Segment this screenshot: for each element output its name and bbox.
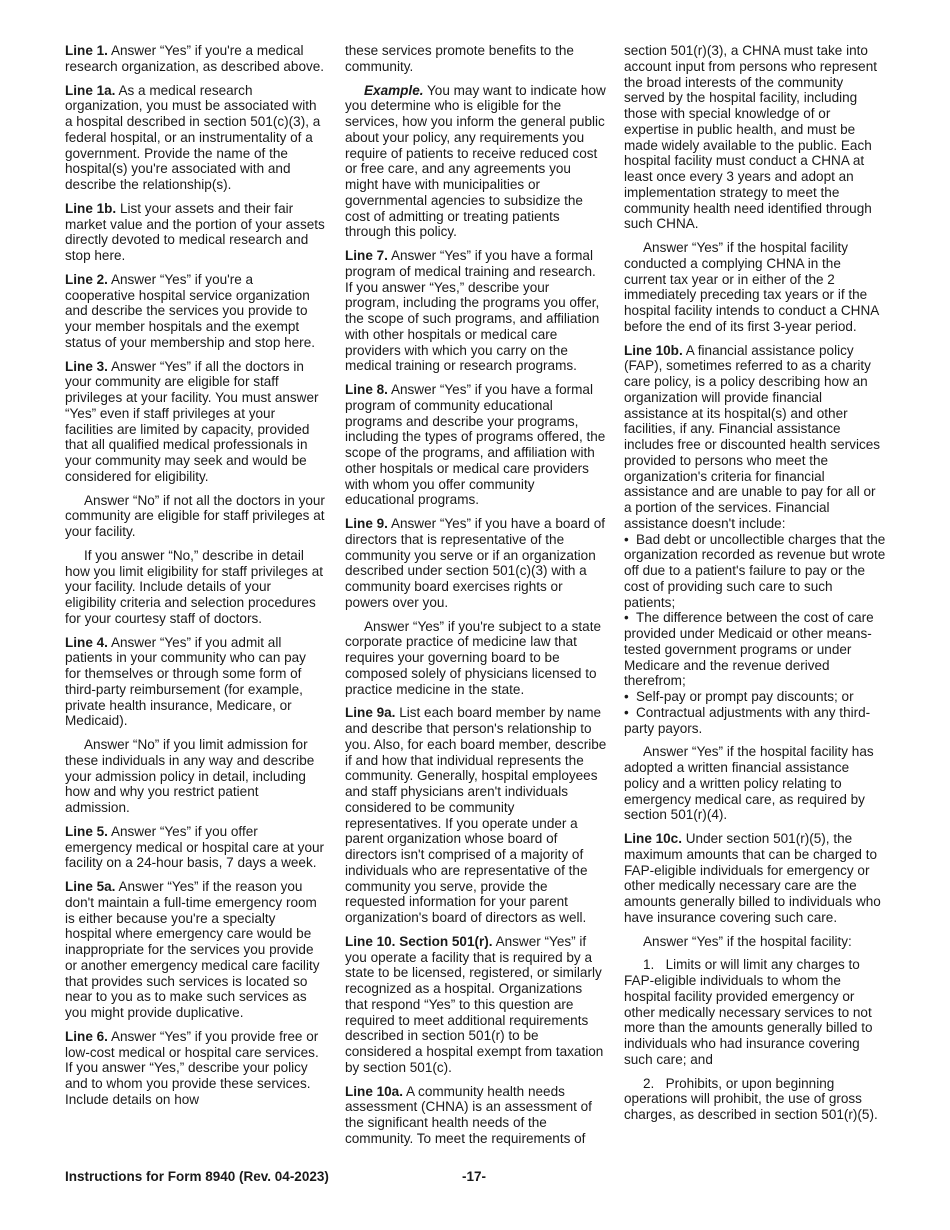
paragraph-line-10b-yes: Answer “Yes” if the hospital facility has adopted a written financial assistance policy and a written policy relating to emergency medical care, as required by section 501(r)(4). [624, 744, 874, 823]
paragraph-line-5a [65, 879, 325, 1021]
paragraph-text: A financial assistance policy (FAP), sometimes referred to as a charity care policy, is a policy describing how an organization will provide financial assistance at its hospital(s) and other facilities, if any. Financial assistance includes free or discounted health services provided to persons who meet the organization's criteria for financial assistance and are unable to pay for all or a portion of the services. Financial assistance doesn't include: [624, 342, 881, 531]
paragraph-text: Answer “Yes” if you operate a facility that is required by a state to be licensed, registered, or similarly recognized as a hospital. Organizations that respond “Yes” to this question are required to meet additional requirements described in section 501(r) to be considered a hospital exempt from taxation by section 501(c). [345, 933, 604, 1075]
paragraph-line-10a-yes: Answer “Yes” if the hospital facility conducted a complying CHNA in the current tax year or in either of the 2 immediately preceding tax years or if the hospital facility intends to conduct a CHNA before the end of its first 3-year period. [624, 240, 879, 334]
paragraph-text: Answer “Yes” if you're a medical research organization, as described above. [65, 43, 325, 74]
paragraph-line-10b [624, 343, 886, 532]
footer-form-title: Instructions for Form 8940 (Rev. 04-2023) [65, 1169, 329, 1184]
text-column-1 [65, 43, 325, 1116]
paragraph-line-9-state: Answer “Yes” if you're subject to a state corporate practice of medicine law that requires your governing board to be composed solely of physicians licensed to practice medicine in the state. [345, 618, 602, 697]
paragraph-line-2 [65, 272, 325, 351]
paragraph-line-6 [65, 1029, 325, 1108]
text-column-3 [624, 43, 886, 1131]
paragraph-line-8 [345, 382, 607, 508]
paragraph-line-4 [65, 635, 325, 730]
paragraph-text: Answer “Yes” if you have a formal program of community educational programs and describe your programs, including the types of programs offered, the scope of the programs, and affiliation with other hospitals or medical care providers with whom you offer community educational programs. [345, 382, 606, 508]
paragraph-text: Answer “Yes” if you're a cooperative hospital service organization and describe the services you provide to your member hospitals and the exempt status of your membership and stop here. [65, 271, 315, 350]
numbered-item-1: 1. Limits or will limit any charges to FAP-eligible individuals to whom the hospital facility provided emergency or other medically necessary services to not more than the amounts generally billed to individuals who had insurance covering such care; and [624, 957, 877, 1067]
paragraph-line-6-cont: these services promote benefits to the community. [345, 43, 574, 74]
paragraph-text: You may want to indicate how you determine who is eligible for the services, how you inform the general public about your policy, any requirements you require of patients to receive reduced cost or free care, and any agreements you might have with municipalities or governmental agencies to subsidize the cost of admitting or treating patients through this policy. [345, 82, 606, 240]
paragraph-text: A community health needs assessment (CHNA) is an assessment of the significant health needs of the community. To meet the requirements of [345, 1083, 592, 1146]
paragraph-line-1b [65, 201, 325, 264]
paragraph-line-10c-yes: Answer “Yes” if the hospital facility: [643, 933, 852, 949]
paragraph-text: Under section 501(r)(5), the maximum amounts that can be charged to FAP-eligible individuals for emergency or other medically necessary care are the amounts generally billed to individuals who have insurance covering such care. [624, 831, 881, 925]
paragraph-text: List your assets and their fair market value and the portion of your assets directly devoted to medical research and stop here. [65, 200, 325, 263]
paragraph-line-10a [345, 1084, 607, 1147]
paragraph-text: Answer “Yes” if you have a board of directors that is representative of the community you serve or if an organization described under section 501(c)(3) with a community board exercises rights or powers over you. [345, 516, 606, 610]
example-label: Example. [364, 82, 424, 98]
paragraph-line-4-no: Answer “No” if you limit admission for these individuals in any way and describe your admission policy in detail, including how and why you restrict patient admission. [65, 737, 315, 815]
line-label: Line 5a. [65, 879, 116, 894]
paragraph-text: Answer “Yes” if the reason you don't maintain a full-time emergency room is either because you're a specialty hospital where emergency care would be inappropriate for the services you provide or another emergency medical care facility that provides such services is located so near to you as to make such services as you might provide duplicative. [65, 879, 320, 1020]
numbered-item-2: 2. Prohibits, or upon beginning operations will prohibit, the use of gross charges, as described in section 501(r)(5). [624, 1075, 878, 1122]
line-label: Line 5. [65, 823, 108, 839]
line-label: Line 7. [345, 248, 388, 263]
list-item-text: Contractual adjustments with any third-party payors. [624, 704, 871, 736]
paragraph-text: List each board member by name and describe that person's relationship to you. Also, for each board member, describe if and how that individual represents the community. Generally, hospital employees and staff physicians aren't individuals considered to be community representatives. If you operate under a parent organization whose board of directors isn't comprised of a majority of individuals who are representative of the community you serve, provide the requested information for your parent organization's board of directors as well. [345, 705, 607, 925]
paragraph-line-10c [624, 831, 886, 926]
line-label: Line 9. [345, 516, 388, 531]
line-label: Line 10b. [624, 342, 683, 358]
paragraph-text: Answer “Yes” if you have a formal program of medical training and research. If you answer “Yes,” describe your program, including the programs you offer, the scope of such programs, and affiliation with other hospitals or medical care providers with which you carry on the medical training or research programs. [345, 248, 600, 374]
paragraph-line-9 [345, 516, 607, 611]
paragraph-line-9a [345, 705, 607, 926]
line-label: Line 2. [65, 271, 108, 287]
bullet-icon: • [624, 531, 629, 547]
line-label: Line 10c. [624, 831, 682, 846]
paragraph-text: As a medical research organization, you must be associated with a hospital described in section 501(c)(3), a federal hospital, or an instrumentality of a government. Provide the name of the hospital(s) you're associated with and describe the relationship(s). [65, 82, 321, 192]
list-item-text: The difference between the cost of care provided under Medicaid or other means-tested government programs or under Medicare and the revenue derived therefrom; [624, 610, 874, 689]
paragraph-text: Answer “Yes” if all the doctors in your community are eligible for staff privileges at your facility. You must answer “Yes” even if staff privileges at your facilities are limited by capacity, provided that all qualified medical professionals in your community may seek and would be considered for eligibility. [65, 358, 319, 484]
paragraph-line-5 [65, 824, 325, 871]
line-label: Line 1. [65, 43, 108, 58]
line-label: Line 1b. [65, 200, 117, 216]
line-label: Line 10. Section 501(r). [345, 933, 493, 949]
paragraph-line-10 [345, 934, 607, 1076]
list-item [624, 610, 886, 689]
bullet-icon: • [624, 689, 629, 704]
line-label: Line 3. [65, 358, 108, 374]
line-label: Line 4. [65, 634, 108, 650]
bullet-list [624, 532, 886, 737]
paragraph-line-10a-cont: section 501(r)(3), a CHNA must take into account input from persons who represent the broad interests of the community served by the hospital facility, including those with special knowledge of or expertise in public health, and must be made widely available to the public. Each hospital facility must conduct a CHNA at least once every 3 years and adopt an implementation strategy to meet the community health need identified through such CHNA. [624, 43, 878, 232]
paragraph-line-3-detail: If you answer “No,” describe in detail how you limit eligibility for staff privileges at your facility. Include details of your eligibility criteria and selection procedures for your courtesy staff of doctors. [65, 547, 323, 626]
paragraph-example [345, 83, 607, 241]
list-item [624, 689, 886, 705]
list-item-text: Bad debt or uncollectible charges that the organization recorded as revenue but wrote off due to a patient's failure to pay or the cost of providing such care to such patients; [624, 531, 886, 610]
paragraph-text: Answer “Yes” if you offer emergency medical or hospital care at your facility on a 24-hour basis, 7 days a week. [65, 823, 325, 871]
list-item-text: Self-pay or prompt pay discounts; or [636, 689, 854, 704]
paragraph-line-3-no: Answer “No” if not all the doctors in your community are eligible for staff privileges at your facility. [65, 492, 325, 539]
bullet-icon: • [624, 610, 629, 626]
line-label: Line 8. [345, 382, 388, 397]
line-label: Line 1a. [65, 82, 116, 98]
page-number: -17- [462, 1169, 487, 1184]
bullet-icon: • [624, 704, 629, 720]
text-column-2 [345, 43, 607, 1155]
paragraph-line-7 [345, 248, 607, 374]
paragraph-text: Answer “Yes” if you provide free or low-cost medical or hospital care services. If you answer “Yes,” describe your policy and to whom you provide these services. Include details on how [65, 1028, 319, 1107]
paragraph-text: Answer “Yes” if you admit all patients in your community who can pay for themselves or through some form of third-party reimbursement (for example, private health insurance, Medicare, or Medicaid). [65, 634, 306, 729]
line-label: Line 6. [65, 1028, 108, 1044]
paragraph-line-1 [65, 43, 325, 75]
line-label: Line 10a. [345, 1083, 403, 1099]
list-item [624, 532, 886, 611]
list-item [624, 705, 886, 737]
paragraph-line-3 [65, 359, 325, 485]
paragraph-line-1a [65, 83, 325, 193]
line-label: Line 9a. [345, 705, 396, 721]
